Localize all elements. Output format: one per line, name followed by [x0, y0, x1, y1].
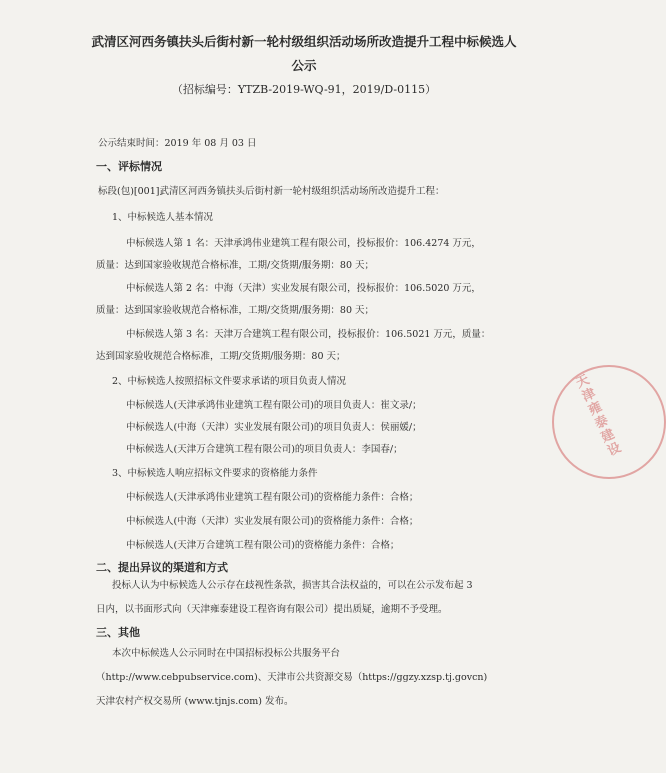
subheading-3: 3、中标候选人响应招标文件要求的资格能力条件	[112, 468, 318, 479]
qualification-3: 中标候选人(天津万合建筑工程有限公司)的资格能力条件：合格；	[126, 540, 400, 551]
project-manager-2: 中标候选人(中海（天津）实业发展有限公司)的项目负责人：侯丽媛/；	[126, 422, 422, 433]
section-2-heading: 二、提出异议的渠道和方式	[96, 561, 228, 574]
project-manager-3: 中标候选人(天津万合建筑工程有限公司)的项目负责人：李国春/；	[126, 444, 403, 455]
candidate-2-line-a: 中标候选人第 2 名：中海（天津）实业发展有限公司，投标报价：106.5020 万元，	[126, 283, 481, 294]
other-line-a: 本次中标候选人公示同时在中国招标投标公共服务平台	[112, 648, 341, 659]
subheading-2: 2、中标候选人按照招标文件要求承诺的项目负责人情况	[112, 376, 347, 387]
candidate-3-line-a: 中标候选人第 3 名：天津万合建筑工程有限公司，投标报价：106.5021 万元，质量：	[126, 329, 491, 340]
project-manager-1: 中标候选人(天津承鸿伟业建筑工程有限公司)的项目负责人：崔文录/；	[126, 400, 422, 411]
qualification-2: 中标候选人(中海（天津）实业发展有限公司)的资格能力条件：合格；	[126, 516, 419, 527]
section-3-heading: 三、其他	[96, 626, 140, 639]
doc-title-line2: 公示	[291, 58, 317, 73]
objection-line-b: 日内，以书面形式向（天津雍泰建设工程咨询有限公司）提出质疑，逾期不予受理。	[96, 604, 448, 615]
candidate-1-line-b: 质量：达到国家验收规范合格标准，工期/交货期/服务期：80 天；	[96, 260, 375, 271]
company-seal-text: 天津雍泰建设	[570, 372, 623, 461]
candidate-3-line-b: 达到国家验收规范合格标准，工期/交货期/服务期：80 天；	[96, 351, 346, 362]
subheading-1: 1、中标候选人基本情况	[112, 212, 214, 223]
section-1-heading: 一、评标情况	[96, 160, 162, 173]
lot-line: 标段(包)[001]武清区河西务镇扶头后街村新一轮村级组织活动场所改造提升工程：	[98, 186, 445, 197]
objection-line-a: 投标人认为中标候选人公示存在歧视性条款，损害其合法权益的，可以在公示发布起 3	[112, 580, 473, 591]
other-line-b: （http://www.cebpubservice.com)、天津市公共资源交易（https://ggzy.xzsp.tj.govcn)	[96, 672, 488, 683]
end-time: 公示结束时间：2019 年 08 月 03 日	[98, 138, 257, 149]
other-line-c: 天津农村产权交易所 (www.tjnjs.com) 发布。	[96, 696, 294, 707]
doc-title-line1: 武清区河西务镇扶头后街村新一轮村级组织活动场所改造提升工程中标候选人	[91, 34, 517, 49]
qualification-1: 中标候选人(天津承鸿伟业建筑工程有限公司)的资格能力条件：合格；	[126, 492, 419, 503]
candidate-2-line-b: 质量：达到国家验收规范合格标准，工期/交货期/服务期：80 天；	[96, 305, 375, 316]
bid-number: （招标编号：YTZB-2019-WQ-91，2019/D-0115）	[171, 83, 437, 96]
candidate-1-line-a: 中标候选人第 1 名：天津承鸿伟业建筑工程有限公司，投标报价：106.4274 万元，	[126, 238, 481, 249]
